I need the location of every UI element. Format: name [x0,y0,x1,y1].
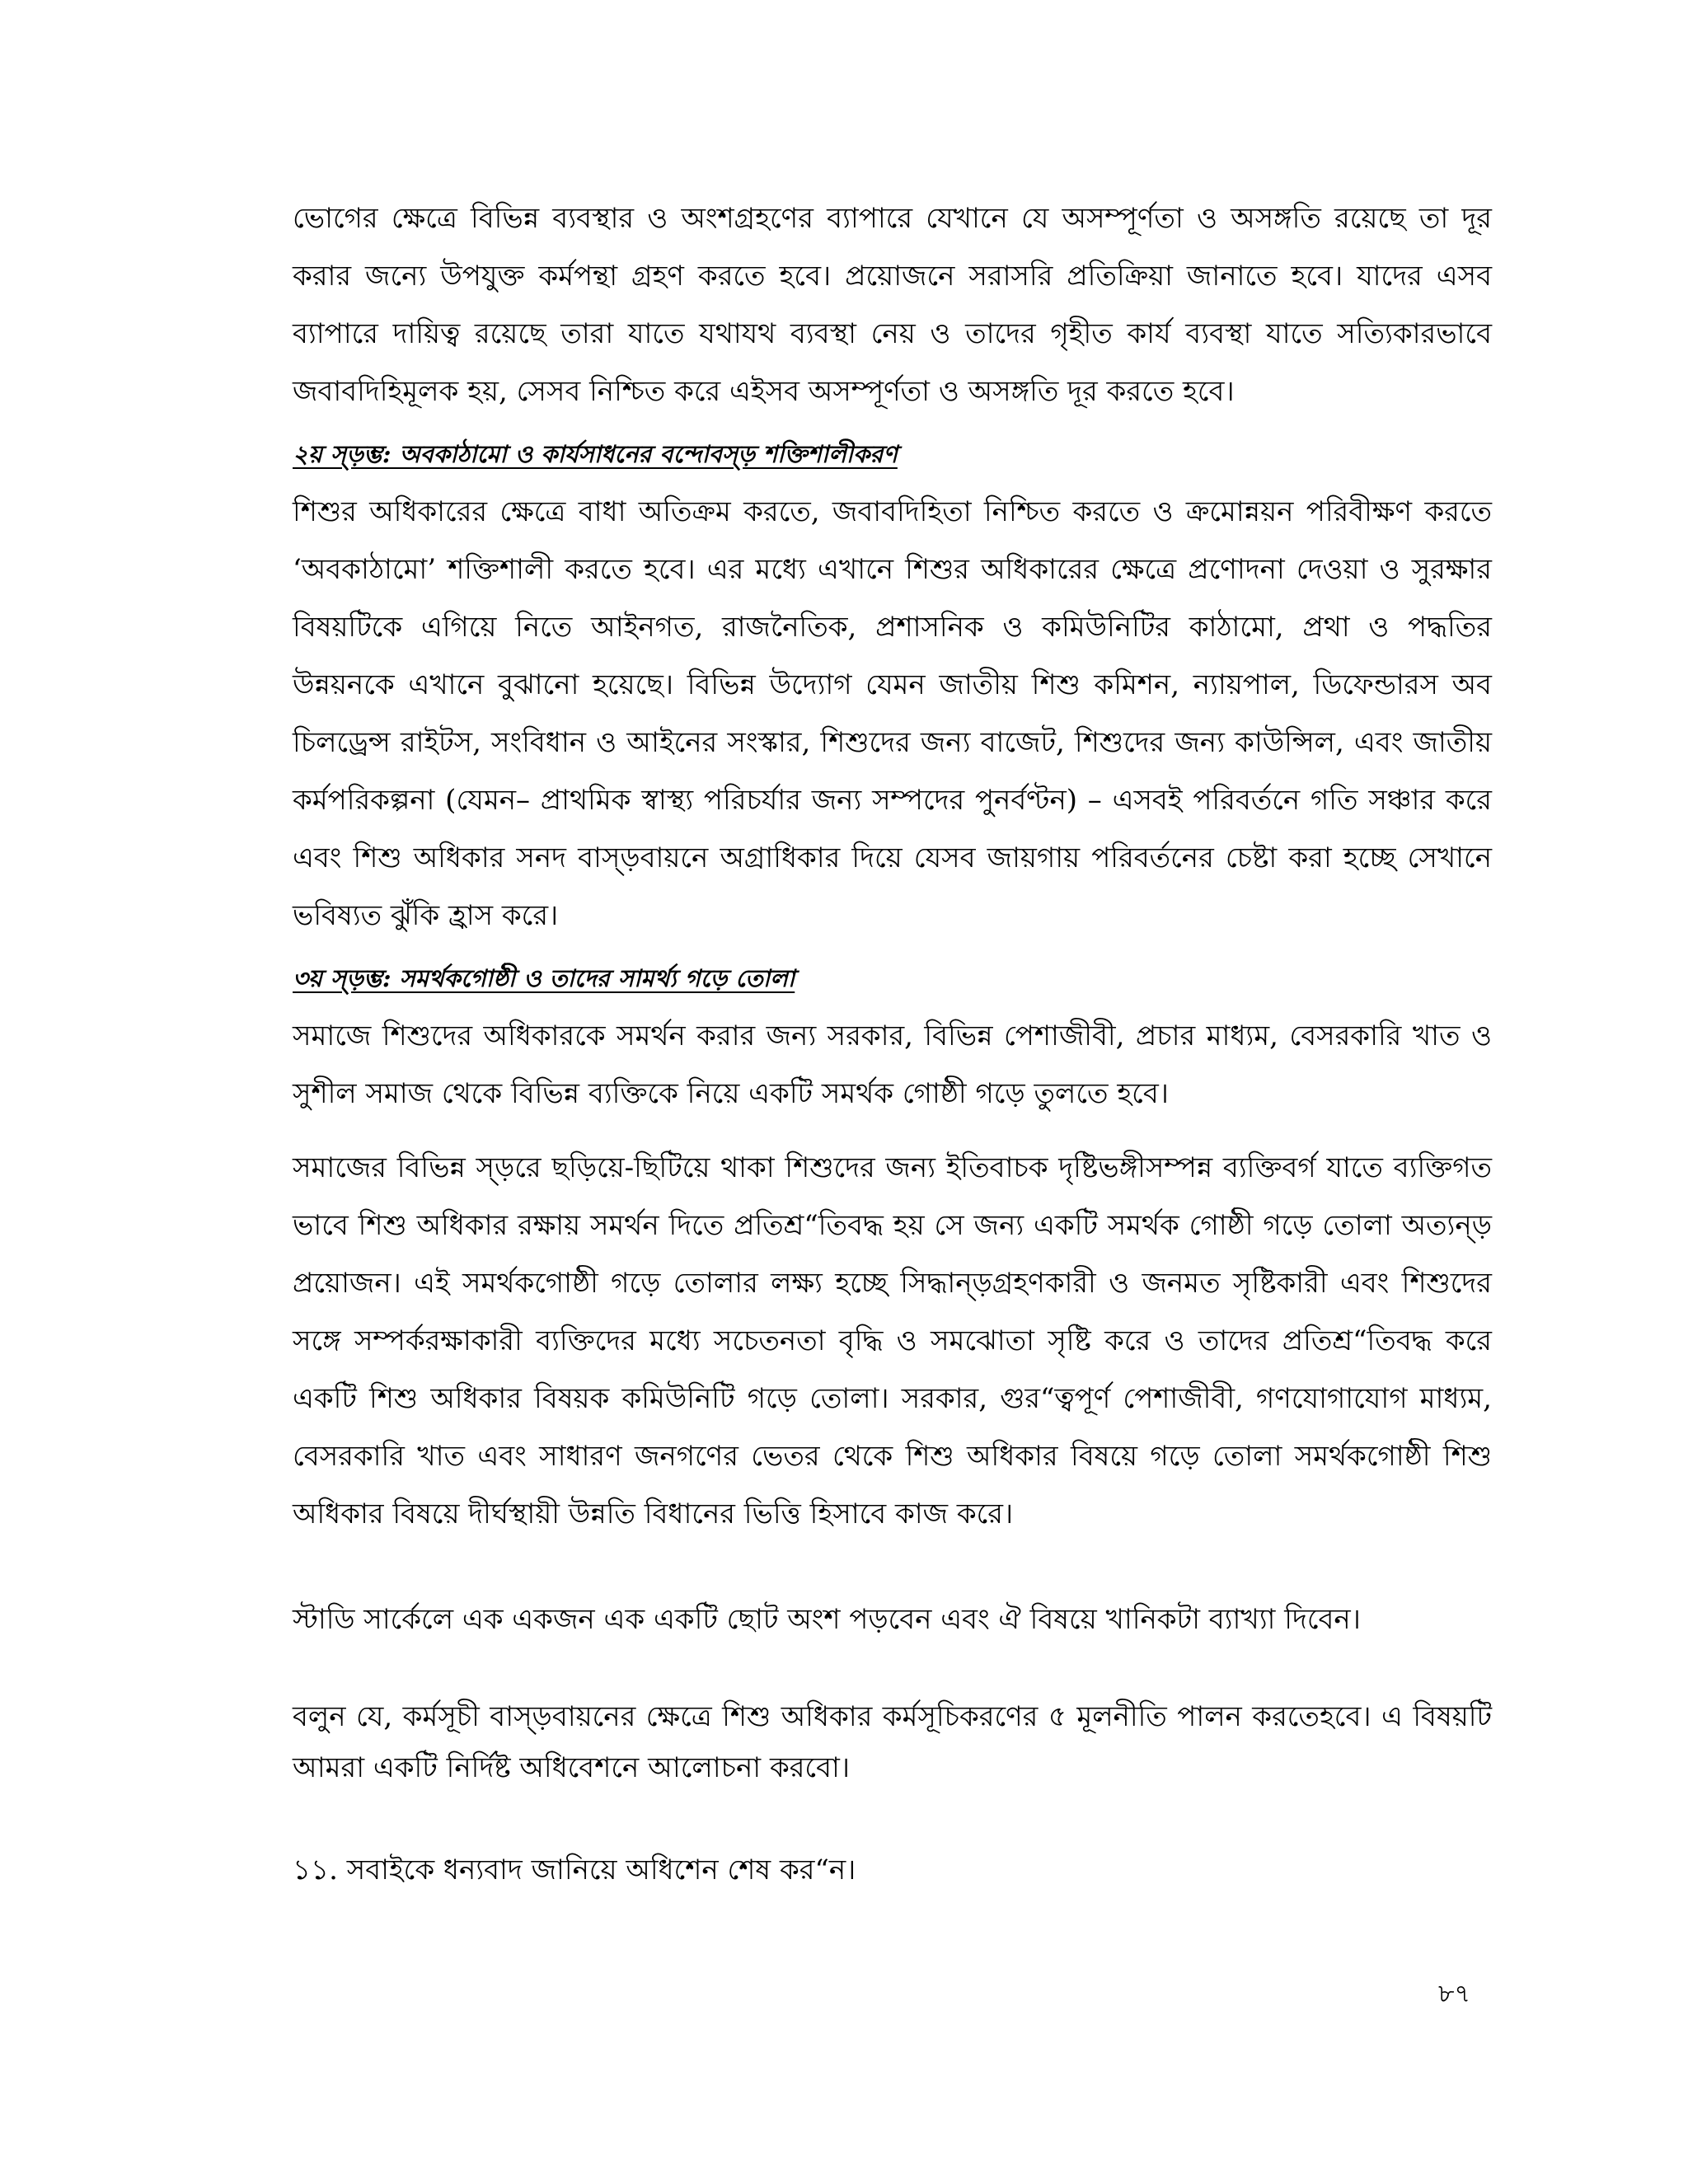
paragraph-closing-step: ১১. সবাইকে ধন্যবাদ জানিয়ে অধিশেন শেষ কর“ন। [293,1854,856,1886]
paragraph-study-circle: স্টাডি সার্কেলে এক একজন এক একটি ছোট অংশ পড়বেন এবং ঐ বিষয়ে খানিকটা ব্যাখ্যা দিবেন। [293,1603,1361,1636]
paragraph-intro-continuation: ভোগের ক্ষেত্রে বিভিন্ন ব্যবস্থার ও অংশগ্রহণের ব্যাপারে যেখানে যে অসম্পূর্ণতা ও অসঙ্গতি রয়েছে তা দূর করার জন্যে উপযুক্ত কর্মপন্থা গ্রহণ করতে হবে। প্রয়োজনে সরাসরি প্রতিক্রিয়া জানাতে হবে। যাদের এসব ব্যাপারে দায়িত্ব রয়েছে তারা যাতে যথাযথ ব্যবস্থা নেয় ও তাদের গৃহীত কার্য ব্যবস্থা যাতে সত্যিকারভাবে জবাবদিহিমূলক হয়, সেসব নিশ্চিত করে এইসব অসম্পূর্ণতা ও অসঙ্গতি দূর করতে হবে। [293,202,1492,408]
section-heading-pillar-2: ২য় স্ড়ম্ভ: অবকাঠামো ও কার্যসাধনের বন্দোবস্ড় শক্তিশালীকরণ [293,440,898,468]
paragraph-pillar-2: শিশুর অধিকারের ক্ষেত্রে বাধা অতিক্রম করতে, জবাবদিহিতা নিশ্চিত করতে ও ক্রমোন্নয়ন পরিবীক্ষণ করতে ‘অবকাঠামো’ শক্তিশালী করতে হবে। এর মধ্যে এখানে শিশুর অধিকারের ক্ষেত্রে প্রণোদনা দেওয়া ও সুরক্ষার বিষয়টিকে এগিয়ে নিতে আইনগত, রাজনৈতিক, প্রশাসনিক ও কমিউনিটির কাঠামো, প্রথা ও পদ্ধতির উন্নয়নকে এখানে বুঝানো হয়েছে। বিভিন্ন উদ্যোগ যেমন জাতীয় শিশু কমিশন, ন্যায়পাল, ডিফেন্ডারস অব চিলড্রেন্স রাইটস, সংবিধান ও আইনের সংস্কার, শিশুদের জন্য বাজেট, শিশুদের জন্য কাউন্সিল, এবং জাতীয় কর্মপরিকল্পনা (যেমন– প্রাথমিক স্বাস্থ্য পরিচর্যার জন্য সম্পদের পুনর্বণ্টন) – এসবই পরিবর্তনে গতি সঞ্চার করে এবং শিশু অধিকার সনদ বাস্ড়বায়নে অগ্রাধিকার দিয়ে যেসব জায়গায় পরিবর্তনের চেষ্টা করা হচ্ছে সেখানে ভবিষ্যত ঝুঁকি হ্রাস করে। [293,495,1492,932]
paragraph-pillar-3-b: সমাজের বিভিন্ন স্ড়রে ছড়িয়ে-ছিটিয়ে থাকা শিশুদের জন্য ইতিবাচক দৃষ্টিভঙ্গীসম্পন্ন ব্যক্তিবর্গ যাতে ব্যক্তিগত ভাবে শিশু অধিকার রক্ষায় সমর্থন দিতে প্রতিশ্র“তিবদ্ধ হয় সে জন্য একটি সমর্থক গোষ্ঠী গড়ে তোলা অত্যন্ড় প্রয়োজন। এই সমর্থকগোষ্ঠী গড়ে তোলার লক্ষ্য হচ্ছে সিদ্ধান্ড়গ্রহণকারী ও জনমত সৃষ্টিকারী এবং শিশুদের সঙ্গে সম্পর্করক্ষাকারী ব্যক্তিদের মধ্যে সচেতনতা বৃদ্ধি ও সমঝোতা সৃষ্টি করে ও তাদের প্রতিশ্র“তিবদ্ধ করে একটি শিশু অধিকার বিষয়ক কমিউনিটি গড়ে তোলা। সরকার, গুর“ত্বপূর্ণ পেশাজীবী, গণযোগাযোগ মাধ্যম, বেসরকারি খাত এবং সাধারণ জনগণের ভেতর থেকে শিশু অধিকার বিষয়ে গড়ে তোলা সমর্থকগোষ্ঠী শিশু অধিকার বিষয়ে দীর্ঘস্থায়ী উন্নতি বিধানের ভিত্তি হিসাবে কাজ করে। [293,1151,1492,1530]
page-number: ৮৭ [1438,1980,1470,2008]
paragraph-principles-note: বলুন যে, কর্মসূচী বাস্ড়বায়নের ক্ষেত্রে শিশু অধিকার কর্মসূচিকরণের ৫ মূলনীতি পালন করতেহবে। এ বিষয়টি আমরা একটি নির্দিষ্ট অধিবেশনে আলোচনা করবো। [293,1700,1492,1784]
page-content [293,190,1492,1899]
paragraph-pillar-3-a: সমাজে শিশুদের অধিকারকে সমর্থন করার জন্য সরকার, বিভিন্ন পেশাজীবী, প্রচার মাধ্যম, বেসরকারি খাত ও সুশীল সমাজ থেকে বিভিন্ন ব্যক্তিকে নিয়ে একটি সমর্থক গোষ্ঠী গড়ে তুলতে হবে। [293,1019,1492,1110]
section-heading-pillar-3: ৩য় স্ড়ম্ভ: সমর্থকগোষ্ঠী ও তাদের সামর্থ্য গড়ে তোলা [293,964,795,992]
